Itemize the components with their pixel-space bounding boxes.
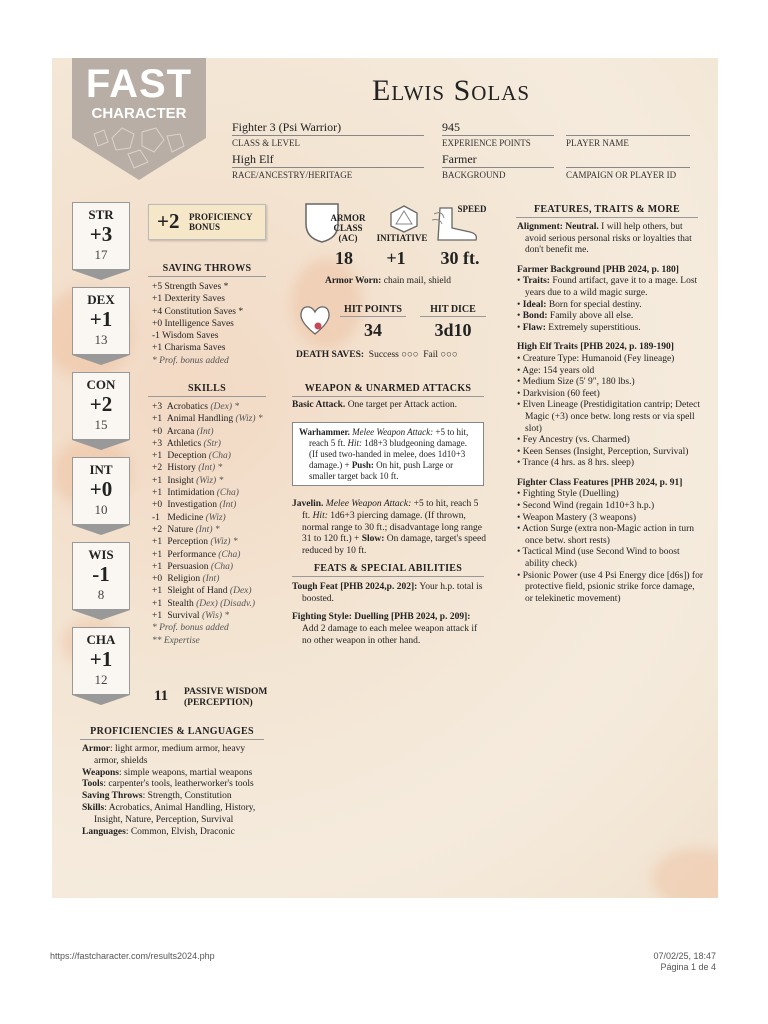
xp-field <box>442 120 554 148</box>
saving-throw-item: +4 Constitution Saves * <box>152 306 244 317</box>
armor-worn <box>292 276 484 286</box>
elf-trait: • Darkvision (60 feet) <box>517 388 600 399</box>
farmer-heading: Farmer Background [PHB 2024, p. 180] <box>517 264 679 275</box>
skill-attribute: (Wiz) <box>205 512 226 523</box>
logo-subtitle: CHARACTER <box>91 105 187 122</box>
footer-url[interactable]: https://fastcharacter.com/results2024.php <box>50 951 215 961</box>
javelin-name: Javelin. <box>292 499 324 509</box>
alignment-text: I will help others, but avoid serious personal risks or loyalties that don't benefit me. <box>525 222 692 256</box>
warhammer-name: Warhammer. <box>299 427 350 437</box>
elf-trait: • Medium Size (5' 9", 180 lbs.) <box>517 377 635 388</box>
campaign-label: CAMPAIGN OR PLAYER ID <box>566 170 677 180</box>
basic-attack <box>292 400 488 412</box>
saving-throw-item: +1 Dexterity Saves <box>152 294 225 305</box>
ability-modifier: -1 <box>92 562 110 586</box>
ability-modifier: +3 <box>89 222 113 246</box>
skill-row <box>152 499 276 511</box>
skill-attribute: (Wiz) * <box>196 475 224 486</box>
death-saves <box>296 350 496 360</box>
hit-dice-value: 3d10 <box>434 320 472 340</box>
fighter-feature-text: Psionic Power (use 4 Psi Energy dice [d6s]) for protective field, psionic strike force damage, or telekinetic movement) <box>522 570 703 604</box>
skill-row <box>152 413 276 425</box>
death-success-label: Success <box>368 350 399 360</box>
basic-attack-label: Basic Attack. <box>292 400 346 410</box>
fast-character-logo <box>72 58 206 178</box>
warhammer-hit-label: Hit: <box>347 438 362 448</box>
player-field <box>566 120 690 148</box>
skill-attribute: (Int) <box>219 500 237 511</box>
class-level-value: Fighter 3 (Psi Warrior) <box>232 120 424 136</box>
farmer-trait: • Flaw: Extremely superstitious. <box>517 322 641 333</box>
fighter-feature-text: Fighting Style (Duelling) <box>522 489 619 500</box>
skill-row <box>152 475 276 487</box>
ability-score: 12 <box>94 672 108 687</box>
skill-name: Animal Handling <box>166 414 234 425</box>
ability-wis <box>72 542 130 610</box>
skill-modifier: +3 <box>152 402 163 412</box>
javelin-slow-text: On damage, target's speed reduced by 10 ft. <box>302 534 486 557</box>
proficiency-row: Languages: Common, Elvish, Draconic <box>82 826 235 837</box>
skill-attribute: (Str) <box>203 438 221 449</box>
initiative-value: +1 <box>386 248 406 268</box>
saving-throws-list <box>152 281 272 367</box>
death-fail-circles[interactable]: ○○○ <box>440 350 458 360</box>
skill-attribute: (Wiz) * <box>210 537 238 548</box>
skill-row <box>152 536 276 548</box>
skill-modifier: +0 <box>152 500 163 511</box>
xp-value: 945 <box>442 120 554 136</box>
proficiencies-title: PROFICIENCIES & LANGUAGES <box>80 726 264 740</box>
saves-note: * Prof. bonus added <box>152 355 229 366</box>
death-saves-label: DEATH SAVES: <box>296 350 365 360</box>
basic-attack-text: One target per Attack action. <box>347 400 457 410</box>
elf-trait: • Keen Senses (Insight, Perception, Survival) <box>517 446 689 457</box>
skill-modifier: +1 <box>152 598 163 609</box>
ability-modifier: +0 <box>89 477 113 501</box>
javelin-attack <box>292 499 486 558</box>
farmer-trait-label: Traits: <box>522 276 550 287</box>
ability-name: INT <box>89 462 113 477</box>
proficiency-row: Tools: carpenter's tools, leatherworker's tools <box>82 779 254 790</box>
ability-modifier: +1 <box>89 307 113 331</box>
fighter-feature: • Action Surge (extra non-Magic action in turn once betw. short rests) <box>517 524 695 546</box>
feat-duelling-name: Fighting Style: Duelling [PHB 2024, p. 209]: <box>292 612 471 622</box>
elf-heading: High Elf Traits [PHB 2024, p. 189-190] <box>517 342 674 353</box>
warhammer-hit-bonus: +5 to hit, reach 5 ft. <box>309 427 469 448</box>
proficiency-label: Tools <box>82 779 104 790</box>
skill-name: Religion <box>167 574 201 585</box>
elf-trait-text: Elven Lineage (Prestidigitation cantrip; Detect Magic (+3) once betw. long rests or via spell slot) <box>522 400 700 434</box>
ability-con <box>72 372 130 440</box>
footer-date-page <box>653 951 716 973</box>
ability-tip-decoration <box>72 440 130 450</box>
farmer-trait-text: Born for special destiny. <box>548 299 642 310</box>
skill-row <box>152 487 276 499</box>
feat-duelling <box>292 612 486 647</box>
hit-dice-label: HIT DICE <box>420 304 486 317</box>
proficiency-value: +2 <box>157 209 180 233</box>
alignment-label: Alignment: Neutral. <box>517 222 599 232</box>
attacks-title: WEAPON & UNARMED ATTACKS <box>292 383 484 397</box>
skill-row <box>152 561 276 573</box>
skill-name: Survival <box>167 611 200 622</box>
feat-tough-name: Tough Feat [PHB 2024,p. 202]: <box>292 582 418 592</box>
feat-tough-text: Your h.p. total is boosted. <box>302 582 483 604</box>
skill-name: Acrobatics <box>166 402 209 412</box>
skill-modifier: +0 <box>152 426 163 437</box>
skill-modifier: +1 <box>152 561 163 572</box>
skill-name: Arcana <box>166 426 195 437</box>
elf-trait-text: Darkvision (60 feet) <box>522 388 600 399</box>
skills-title: SKILLS <box>148 383 266 397</box>
death-success-circles[interactable]: ○○○ <box>401 350 419 360</box>
skills-note-2: ** Expertise <box>152 635 200 646</box>
elf-trait-text: Fey Ancestry (vs. Charmed) <box>522 435 630 446</box>
skill-name: Stealth <box>167 598 194 609</box>
elf-trait: • Age: 154 years old <box>517 365 595 376</box>
proficiency-label: Saving Throws <box>82 791 143 802</box>
fighter-feature-text: Action Surge (extra non-Magic action in turn once betw. short rests) <box>522 524 695 546</box>
fighter-feature: • Second Wind (regain 1d10+3 h.p.) <box>517 501 655 512</box>
skill-modifier: +0 <box>152 574 163 585</box>
skill-attribute: (Cha) <box>210 561 234 572</box>
skill-row <box>152 438 276 450</box>
ability-int <box>72 457 130 525</box>
ability-score: 15 <box>94 417 108 432</box>
player-value <box>566 120 690 136</box>
heart-icon <box>298 304 332 336</box>
skill-name: Nature <box>167 524 194 535</box>
skill-modifier: +1 <box>152 475 163 486</box>
javelin-damage: 1d6+3 piercing damage. (If thrown, normal range to 30 ft.; disadvantage long range 31 to 120 ft.) + <box>302 510 482 545</box>
fighter-feature: • Psionic Power (use 4 Psi Energy dice [d6s]) for protective field, psionic strike force damage, or telekinetic movement) <box>517 570 703 604</box>
race-label: RACE/ANCESTRY/HERITAGE <box>232 170 353 180</box>
fighter-feature-text: Second Wind (regain 1d10+3 h.p.) <box>522 501 655 512</box>
campaign-field <box>566 152 690 180</box>
player-label: PLAYER NAME <box>566 138 629 148</box>
javelin-hit-label: Hit: <box>312 510 328 521</box>
d20-icon <box>388 204 420 234</box>
farmer-trait: • Bond: Family above all else. <box>517 311 634 322</box>
footer-page: Página 1 de 4 <box>660 962 716 972</box>
skill-modifier: +1 <box>152 414 163 425</box>
farmer-trait-text: Extremely superstitious. <box>548 322 641 333</box>
skill-row <box>152 524 276 536</box>
elf-trait: • Fey Ancestry (vs. Charmed) <box>517 435 630 446</box>
ability-tip-decoration <box>72 270 130 280</box>
javelin-hit-bonus: +5 to hit, reach 5 ft. <box>302 499 479 521</box>
feat-tough <box>292 582 486 606</box>
saving-throw-item: +1 Charisma Saves <box>152 343 226 354</box>
proficiency-label: Armor <box>82 744 110 754</box>
skill-attribute: (Int) <box>202 574 220 585</box>
saving-throws-title: SAVING THROWS <box>148 263 266 277</box>
class-level-field <box>232 120 424 148</box>
saving-throw-item: -1 Wisdom Saves <box>152 331 219 342</box>
elf-trait: • Elven Lineage (Prestidigitation cantrip; Detect Magic (+3) once betw. long rests or via spell slot) <box>517 400 700 434</box>
fighter-feature-text: Tactical Mind (use Second Wind to boost ability check) <box>522 547 680 570</box>
fighter-feature: • Fighting Style (Duelling) <box>517 489 619 500</box>
skill-name: Deception <box>167 451 207 462</box>
features-title: FEATURES, TRAITS & MORE <box>516 204 698 218</box>
skill-row <box>152 610 276 622</box>
passive-perception-value: 11 <box>154 688 169 704</box>
proficiency-row: Saving Throws: Strength, Constitution <box>82 791 232 802</box>
ability-score: 17 <box>94 247 108 262</box>
skill-attribute: (Cha) <box>208 451 231 462</box>
class-level-label: CLASS & LEVEL <box>232 138 301 148</box>
ability-name: DEX <box>87 292 115 307</box>
skills-list <box>152 401 276 647</box>
character-sheet <box>52 58 718 898</box>
fighter-heading: Fighter Class Features [PHB 2024, p. 91] <box>517 477 683 488</box>
ability-score: 8 <box>97 587 105 602</box>
race-field <box>232 152 424 180</box>
warhammer-push-text: On hit, push Large or smaller target back 10 ft. <box>309 460 454 481</box>
skill-name: Persuasion <box>167 561 209 572</box>
campaign-value <box>566 152 690 168</box>
ability-score: 10 <box>94 502 108 517</box>
skill-row <box>152 426 276 438</box>
skill-attribute: (Dex) * <box>210 402 240 412</box>
skill-attribute: (Int) * <box>198 463 223 474</box>
features-list <box>517 222 703 605</box>
fighter-feature: • Weapon Mastery (3 weapons) <box>517 512 636 523</box>
skill-attribute: (Cha) <box>216 488 239 499</box>
background-field <box>442 152 554 180</box>
skill-row <box>152 450 276 462</box>
feat-duelling-text: Add 2 damage to each melee weapon attack if no other weapon in other hand. <box>302 623 478 646</box>
fighter-feature-text: Weapon Mastery (3 weapons) <box>522 512 636 523</box>
ability-tip-decoration <box>72 610 130 620</box>
skill-row <box>152 462 276 474</box>
skill-attribute: (Cha) <box>218 549 241 560</box>
javelin-type: Melee Weapon Attack: <box>325 499 412 509</box>
xp-label: EXPERIENCE POINTS <box>442 138 531 148</box>
ability-modifier: +1 <box>89 647 113 671</box>
ability-cha <box>72 627 130 695</box>
skill-name: Intimidation <box>167 488 215 499</box>
ability-name: CHA <box>86 632 116 647</box>
background-value: Farmer <box>442 152 554 168</box>
elf-trait-text: Medium Size (5' 9", 180 lbs.) <box>522 377 635 388</box>
elf-trait-text: Creature Type: Humanoid (Fey lineage) <box>522 353 675 364</box>
skill-name: Sleight of Hand <box>167 586 228 597</box>
skill-row <box>152 549 276 561</box>
proficiency-text: Strength, Constitution <box>147 791 232 802</box>
farmer-trait-text: Found artifact, gave it to a mage. Lost years due to a wild magic surge. <box>525 276 698 298</box>
skill-attribute: (Wis) * <box>201 611 230 622</box>
armor-class-label: ARMOR CLASS (AC) <box>330 213 366 243</box>
ability-name: STR <box>88 207 114 222</box>
ability-modifier: +2 <box>89 392 113 416</box>
feats-title: FEATS & SPECIAL ABILITIES <box>292 563 484 577</box>
skill-row <box>152 512 276 524</box>
proficiency-text: Common, Elvish, Draconic <box>130 826 235 837</box>
initiative-label: INITIATIVE <box>376 233 428 243</box>
logo-title: FAST <box>85 62 193 106</box>
warhammer-damage: 1d8+3 bludgeoning damage. (If used two-handed in melee, does 1d10+3 damage.) + <box>309 438 468 470</box>
skill-attribute: (Int) <box>196 426 214 437</box>
farmer-trait-label: Ideal: <box>522 299 547 310</box>
passive-perception-label: PASSIVE WISDOM (PERCEPTION) <box>184 687 268 708</box>
skill-name: Performance <box>167 549 216 560</box>
saving-throw-item: +5 Strength Saves * <box>152 282 229 292</box>
ability-tip-decoration <box>72 355 130 365</box>
armor-worn-label: Armor Worn: <box>324 276 382 286</box>
skill-modifier: +1 <box>152 549 163 560</box>
farmer-trait-label: Flaw: <box>522 322 546 333</box>
race-value: High Elf <box>232 152 424 168</box>
ability-name: WIS <box>88 547 114 562</box>
proficiency-label: Languages <box>82 826 126 837</box>
hit-points-label: HIT POINTS <box>340 304 406 317</box>
warhammer-type: Melee Weapon Attack: <box>352 427 434 437</box>
armor-worn-value: chain mail, shield <box>383 276 452 286</box>
skill-modifier: +1 <box>152 537 163 548</box>
proficiency-label: Weapons <box>82 767 119 778</box>
proficiencies-list <box>82 744 268 838</box>
proficiency-label: Skills <box>82 802 105 813</box>
death-fail-label: Fail <box>423 350 438 360</box>
skill-row <box>152 585 276 597</box>
alignment <box>517 222 703 257</box>
warhammer-box <box>292 422 484 486</box>
elf-trait: • Trance (4 hrs. as 8 hrs. sleep) <box>517 458 635 469</box>
skill-modifier: +1 <box>152 611 163 622</box>
skill-name: Investigation <box>167 500 217 511</box>
skill-name: History <box>167 463 196 474</box>
skill-row <box>152 598 276 610</box>
skill-modifier: +1 <box>152 451 163 462</box>
skill-attribute: (Int) * <box>195 524 220 535</box>
proficiency-bonus-box <box>148 204 266 240</box>
skill-name: Medicine <box>167 512 204 523</box>
ability-str <box>72 202 130 270</box>
proficiency-text: Acrobatics, Animal Handling, History, Insight, Nature, Perception, Survival <box>94 802 256 825</box>
skill-row <box>152 401 276 413</box>
armor-class-value: 18 <box>335 248 353 268</box>
farmer-trait-label: Bond: <box>522 311 548 322</box>
ability-tip-decoration <box>72 525 130 535</box>
warhammer-push-label: Push: <box>351 460 374 470</box>
farmer-trait: • Ideal: Born for special destiny. <box>517 299 642 310</box>
proficiency-text: simple weapons, martial weapons <box>123 767 253 778</box>
speed-value: 30 ft. <box>440 248 480 268</box>
proficiency-row: Weapons: simple weapons, martial weapons <box>82 767 253 778</box>
skill-modifier: +1 <box>152 488 163 499</box>
elf-trait-text: Age: 154 years old <box>522 365 595 376</box>
javelin-slow-label: Slow: <box>361 534 385 545</box>
hit-points-value: 34 <box>364 320 382 340</box>
ability-dex <box>72 287 130 355</box>
ability-tip-decoration <box>72 695 130 705</box>
skill-attribute: (Dex) <box>229 586 252 597</box>
proficiency-row: Armor: light armor, medium armor, heavy armor, shields <box>82 744 246 766</box>
footer-date: 07/02/25, 18:47 <box>653 951 716 961</box>
skill-modifier: -1 <box>152 512 160 523</box>
skill-modifier: +2 <box>152 524 163 535</box>
character-name: Elwis Solas <box>372 74 531 107</box>
skill-modifier: +1 <box>152 586 163 597</box>
skills-note-1: * Prof. bonus added <box>152 623 229 634</box>
farmer-trait: • Traits: Found artifact, gave it to a mage. Lost years due to a wild magic surge. <box>517 276 698 298</box>
skill-attribute: (Dex) (Disadv.) <box>196 598 256 609</box>
ability-score: 13 <box>94 332 108 347</box>
proficiency-text: light armor, medium armor, heavy armor, shields <box>94 744 246 766</box>
skill-attribute: (Wiz) * <box>235 414 263 425</box>
skill-modifier: +2 <box>152 463 163 474</box>
skill-modifier: +3 <box>152 438 163 449</box>
skill-name: Insight <box>167 475 194 486</box>
speed-label: SPEED <box>457 204 487 214</box>
proficiency-row: Skills: Acrobatics, Animal Handling, History, Insight, Nature, Perception, Survival <box>82 802 256 825</box>
stain-decoration <box>652 848 718 898</box>
skill-row <box>152 573 276 585</box>
skill-name: Perception <box>167 537 209 548</box>
saving-throw-item: +0 Intelligence Saves <box>152 318 234 329</box>
farmer-trait-text: Family above all else. <box>549 311 634 322</box>
elf-trait: • Creature Type: Humanoid (Fey lineage) <box>517 353 675 364</box>
elf-trait-text: Trance (4 hrs. as 8 hrs. sleep) <box>522 458 635 469</box>
proficiency-label: PROFICIENCY BONUS <box>189 212 253 232</box>
fighter-feature: • Tactical Mind (use Second Wind to boost ability check) <box>517 547 680 570</box>
skill-name: Athletics <box>166 438 202 449</box>
proficiency-text: carpenter's tools, leatherworker's tools <box>108 779 254 790</box>
background-label: BACKGROUND <box>442 170 506 180</box>
ability-name: CON <box>86 377 116 392</box>
elf-trait-text: Keen Senses (Insight, Perception, Survival) <box>522 446 689 457</box>
